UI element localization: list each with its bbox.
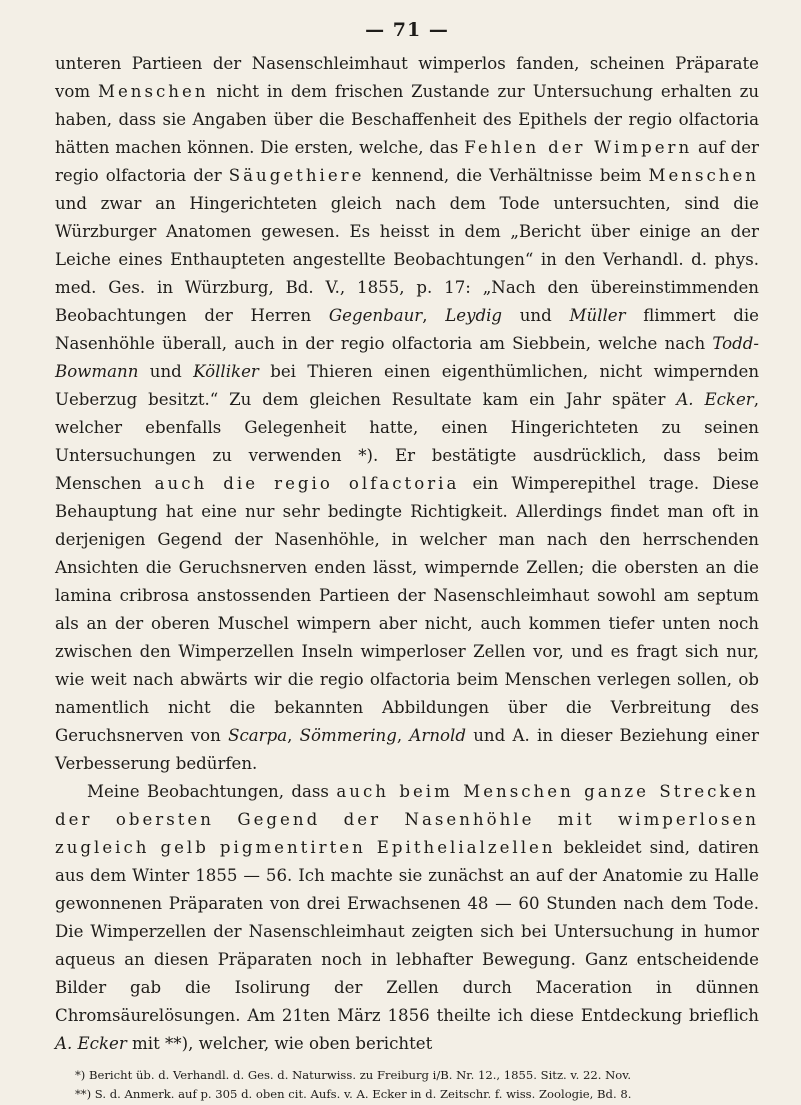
text-run: Meine Beobachtungen, dass — [87, 782, 337, 801]
italic-name-text: Müller — [569, 306, 626, 325]
paragraph — [55, 778, 759, 1058]
italic-name-text: Arnold — [409, 726, 466, 745]
text-run: ein Wimperepithel trage. Diese Behauptung hat eine nur sehr bedingte Richtigkeit. Allerdings findet man oft in derjenigen Gegend der Nasenhöhle, in welcher man nach den herrschenden Ansichten die Geruchsnerven enden lässt, wimpernde Zellen; die obersten an die lamina cribrosa anstossenden Partieen der Nasenschleimhaut sowohl am septum als an der oberen Muschel wimpern aber nicht, auch kommen tiefer unten noch zwischen den Wimperzellen Inseln wimperloser Zellen vor, und es fragt sich nur, wie weit nach abwärts wir die regio olfactoria beim Menschen verlegen sollen, ob namentlich nicht die bekannten Abbildungen über die Verbreitung des Geruchsnerven von — [55, 474, 759, 745]
footnote: **) S. d. Anmerk. auf p. 305 d. oben cit. Aufs. v. A. Ecker in d. Zeitschr. f. wiss. Zoologie, Bd. 8. — [75, 1087, 632, 1101]
spaced-emphasis-text: auch beim Menschen ganze Strecken der obersten Gegend der Nasenhöhle mit wimperlosen zugleich gelb pigmentirten Epithelialzellen — [55, 782, 759, 857]
italic-name-text: Sömmering — [299, 726, 397, 745]
text-run: bei Thieren einen eigenthümlichen, nicht wimpernden Ueberzug besitzt.“ Zu dem gleichen Resultate kam ein Jahr später — [55, 362, 760, 409]
text-run: , — [396, 726, 410, 745]
text-run: und zwar an Hingerichteten gleich nach dem Tode untersuchten, sind die Würzburger Anatomen gewesen. Es heisst in dem „Bericht über einige an der Leiche eines Enthaupteten angestellte Beobachtungen“ in den Verhandl. d. phys. med. Ges. in Würzburg, Bd. V., 1855, p. 17: „Nach den übereinstimmenden Beobachtungen der Herren — [55, 194, 759, 325]
footnote: *) Bericht üb. d. Verhandl. d. Ges. d. Naturwiss. zu Freiburg i/B. Nr. 12., 1855. Sitz. v. 22. Nov. — [75, 1068, 632, 1082]
text-run: und — [502, 306, 570, 325]
italic-name-text: Gegenbaur — [328, 306, 423, 325]
text-run: auf der regio olfactoria der — [55, 138, 759, 185]
page-number-header: — 71 — — [365, 19, 449, 41]
body-text — [55, 50, 759, 1058]
italic-name-text: A. Ecker — [55, 1034, 127, 1053]
text-run: nicht in dem frischen Zustande zur Untersuchung erhalten zu haben, dass sie Angaben über die Beschaffenheit des Epithels der regio olfactoria hätten machen können. Die ersten, welche, das — [55, 82, 760, 157]
spaced-emphasis-text: Menschen — [648, 166, 759, 185]
spaced-emphasis-text: Fehlen der Wimpern — [464, 138, 693, 157]
italic-name-text: Kölliker — [193, 362, 259, 381]
italic-name-text: Scarpa — [228, 726, 288, 745]
paragraph — [55, 50, 759, 778]
text-run: bekleidet sind, datiren aus dem Winter 1855 — 56. Ich machte sie zunächst an auf der Anatomie zu Halle gewonnenen Präparaten von drei Erwachsenen 48 — 60 Stunden nach dem Tode. Die Wimperzellen der Nasenschleimhaut zeigten sich bei Untersuchung in humor aqueus an diesen Präparaten noch in lebhafter Bewegung. Ganz entscheidende Bilder gab die Isolirung der Zellen durch Maceration in dünnen Chromsäurelösungen. Am 21ten März 1856 theilte ich diese Entdeckung brieflich — [55, 838, 759, 1025]
spaced-emphasis-text: auch die regio olfactoria — [154, 474, 460, 493]
text-run: , — [287, 726, 300, 745]
footnotes — [55, 1066, 759, 1104]
spaced-emphasis-text: Säugethiere — [228, 166, 365, 185]
italic-name-text: Leydig — [445, 306, 503, 325]
spaced-emphasis-text: Menschen — [98, 82, 209, 101]
text-run: , — [422, 306, 446, 325]
text-run: , welcher ebenfalls Gelegenheit hatte, einen Hingerichteten zu seinen Untersuchungen zu verwenden *). Er bestätigte ausdrücklich, dass beim Menschen — [55, 390, 759, 493]
text-run: unteren Partieen der Nasenschleimhaut wimperlos fanden, scheinen Präparate vom — [55, 54, 759, 101]
text-run: kennend, die Verhältnisse beim — [364, 166, 649, 185]
text-run: und A. in dieser Beziehung einer Verbesserung bedürfen. — [55, 726, 759, 773]
italic-name-text: A. Ecker — [676, 390, 754, 409]
italic-name-text: Todd-Bowmann — [55, 334, 759, 381]
text-run: flimmert die Nasenhöhle überall, auch in der regio olfactoria am Siebbein, welche nach — [55, 306, 759, 353]
text-run: und — [138, 362, 194, 381]
text-run: mit **), welcher, wie oben berichtet — [126, 1034, 433, 1053]
